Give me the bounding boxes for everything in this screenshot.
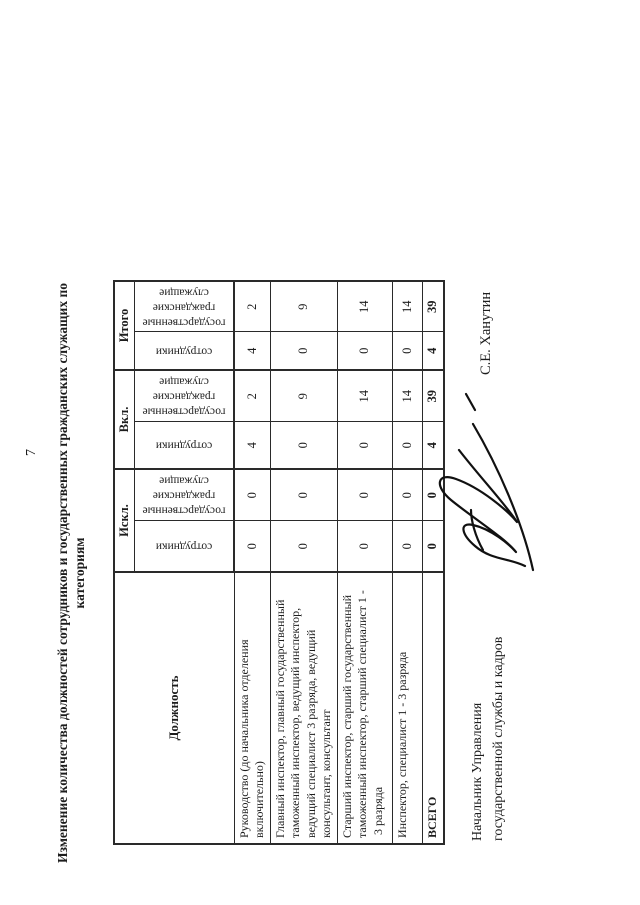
subheader-excluded-civil (134, 469, 234, 521)
cell-value: 9 (270, 281, 337, 332)
cell-value: 0 (422, 521, 444, 572)
cell-value: 4 (422, 332, 444, 370)
cell-value: 0 (234, 469, 270, 521)
signature-name: С.Е. Ханутин (478, 291, 494, 375)
cell-value: 39 (422, 281, 444, 332)
cell-value: 0 (337, 469, 392, 521)
cell-value: 14 (392, 281, 422, 332)
cell-value: 14 (392, 370, 422, 422)
staff-changes-table (113, 280, 445, 845)
cell-value: 2 (234, 281, 270, 332)
cell-value: 0 (422, 469, 444, 521)
signature-role-line1: Начальник Управления (470, 702, 485, 841)
document-title: Изменение количества должностей сотрудников и государственных гражданских служащих по категориям (55, 283, 87, 864)
col-header-position: Должность (114, 572, 234, 844)
table-row (234, 281, 270, 844)
row-label: Инспектор, специалист 1 - 3 разряда (392, 572, 422, 844)
signature-role-line2: государственной службы и кадров (491, 636, 506, 841)
cell-value: 0 (234, 521, 270, 572)
subheader-included-employees (134, 422, 234, 469)
subheader-total-civil (134, 281, 234, 332)
cell-value: 0 (337, 521, 392, 572)
table-row (270, 281, 337, 844)
cell-value: 0 (337, 332, 392, 370)
cell-value: 4 (234, 332, 270, 370)
group-header-row (114, 281, 134, 844)
row-label: Руководство (до начальника отделения включительно) (234, 572, 270, 844)
cell-value: 4 (234, 422, 270, 469)
cell-value: 0 (392, 332, 422, 370)
subheader-included-civil (134, 370, 234, 422)
subheader-text: государственные гражданские служащие (142, 375, 226, 418)
cell-value: 0 (270, 422, 337, 469)
subheader-text: государственные гражданские служащие (142, 286, 226, 329)
cell-value: 0 (270, 332, 337, 370)
row-label: Старший инспектор, старший государственный таможенный инспектор, старший специалист 1 - 3 разряда (337, 572, 392, 844)
subheader-text: государственные гражданские служащие (142, 474, 226, 517)
group-header-total: Итого (114, 281, 134, 370)
page-number: 7 (24, 449, 39, 456)
cell-value: 0 (392, 521, 422, 572)
subheader-text: сотрудники (155, 439, 212, 452)
cell-value: 0 (270, 469, 337, 521)
cell-value: 0 (392, 422, 422, 469)
cell-value: 2 (234, 370, 270, 422)
subheader-excluded-employees (134, 521, 234, 572)
cell-value: 0 (270, 521, 337, 572)
subheader-text: сотрудники (155, 540, 212, 553)
cell-value: 4 (422, 422, 444, 469)
row-label: Главный инспектор, главный государственный таможенный инспектор, ведущий инспектор, ведущий специалист 3 разряда, ведущий консультант, консультант (270, 572, 337, 844)
table-row (337, 281, 392, 844)
cell-value: 0 (337, 422, 392, 469)
cell-value: 14 (337, 281, 392, 332)
group-header-excluded: Искл. (114, 469, 134, 572)
subheader-total-employees (134, 332, 234, 370)
row-label-total: ВСЕГО (422, 572, 444, 844)
group-header-included: Вкл. (114, 370, 134, 469)
signature-role-title (467, 637, 509, 841)
cell-value: 39 (422, 370, 444, 422)
subheader-text: сотрудники (155, 345, 212, 358)
cell-value: 0 (392, 469, 422, 521)
cell-value: 14 (337, 370, 392, 422)
cell-value: 9 (270, 370, 337, 422)
signature-scribble-icon (413, 380, 548, 580)
